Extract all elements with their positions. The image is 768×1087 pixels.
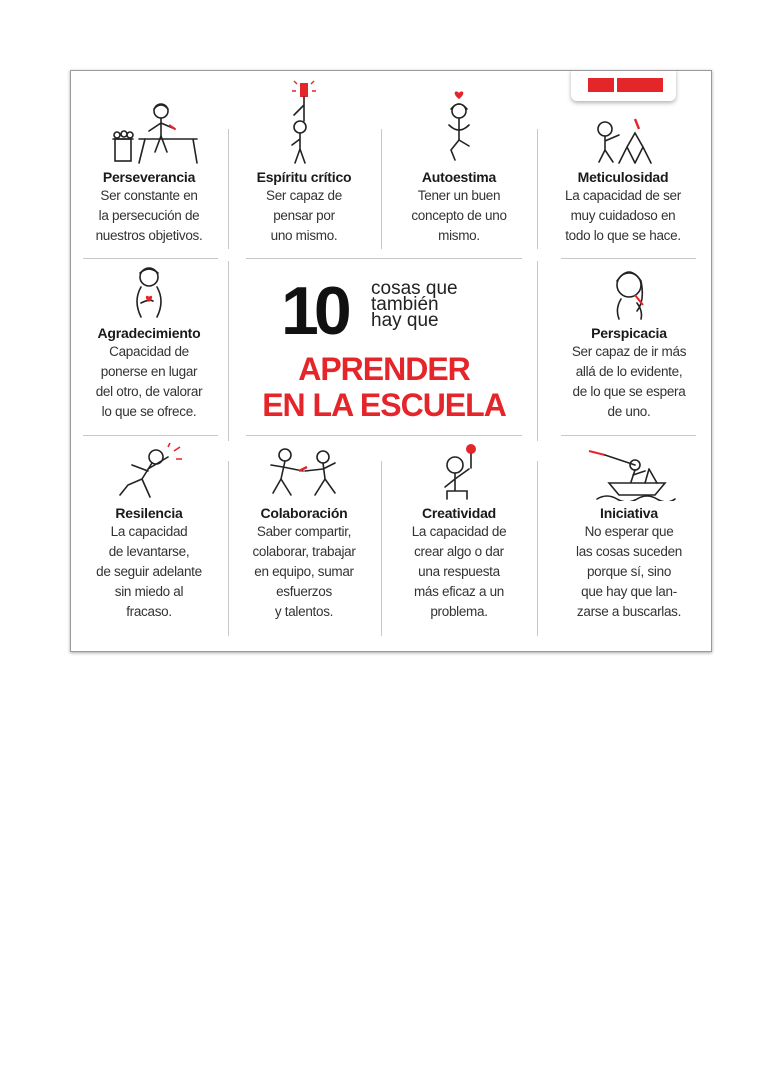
- item-title: Resilencia: [115, 505, 183, 521]
- description-line: La capacidad de ser: [565, 188, 681, 203]
- description-line: la persecución de: [98, 208, 200, 223]
- item-creatividad: [389, 443, 529, 622]
- description-line: Tener un buen: [417, 188, 501, 203]
- corner-tab: [571, 70, 676, 101]
- divider: [228, 461, 229, 636]
- item-description: [234, 186, 374, 246]
- description-line: todo lo que se hace.: [565, 228, 681, 243]
- description-line: del otro, de valorar: [95, 384, 203, 399]
- infographic-card: [70, 70, 712, 652]
- item-title: Iniciativa: [600, 505, 658, 521]
- description-line: Capacidad de: [109, 344, 189, 359]
- description-line: en equipo, sumar: [254, 564, 354, 579]
- item-title: Meticulosidad: [577, 169, 669, 185]
- item-title: Perspicacia: [591, 325, 667, 341]
- divider: [228, 129, 229, 249]
- person-hand-on-heart-icon: [109, 263, 189, 321]
- divider: [381, 129, 382, 249]
- item-title: Colaboración: [260, 505, 348, 521]
- divider: [246, 435, 522, 436]
- item-title: Autoestima: [421, 169, 497, 185]
- item-description: [79, 522, 219, 622]
- heading-line: también: [371, 294, 439, 315]
- heading-red-line2: EN LA ESCUELA: [262, 387, 506, 423]
- description-line: mismo.: [438, 228, 480, 243]
- divider: [83, 258, 218, 259]
- person-raising-sign-icon: [264, 77, 344, 165]
- description-line: más eficaz a un: [413, 584, 505, 599]
- item-autoestima: [389, 87, 529, 246]
- item-agradecimiento: [79, 263, 219, 422]
- description-line: que hay que lan-: [581, 584, 677, 599]
- description-line: y talentos.: [274, 604, 334, 619]
- person-thinking-icon: [589, 263, 669, 321]
- item-description: [559, 342, 699, 422]
- divider: [537, 129, 538, 249]
- description-line: de levantarse,: [108, 544, 190, 559]
- divider: [537, 261, 538, 441]
- description-line: Ser capaz de: [266, 188, 342, 203]
- description-line: una respuesta: [418, 564, 500, 579]
- description-line: uno mismo.: [270, 228, 338, 243]
- item-title: Espíritu crítico: [256, 169, 352, 185]
- item-title: Perseverancia: [102, 169, 196, 185]
- divider: [561, 258, 696, 259]
- person-with-lightbulb-icon: [419, 443, 499, 501]
- divider: [381, 461, 382, 636]
- description-line: Ser capaz de ir más: [571, 344, 687, 359]
- person-getting-up-icon: [104, 443, 194, 501]
- heading-small-lines: [371, 278, 458, 331]
- item-meticulosidad: [553, 115, 693, 246]
- item-description: [234, 522, 374, 622]
- item-title: Creatividad: [421, 505, 497, 521]
- description-line: colaborar, trabajar: [252, 544, 356, 559]
- item-description: [389, 186, 529, 246]
- description-line: pensar por: [273, 208, 335, 223]
- description-line: nuestros objetivos.: [95, 228, 203, 243]
- item-description: [79, 186, 219, 246]
- tab-bar-left: [588, 78, 614, 92]
- item-title: Agradecimiento: [97, 325, 201, 341]
- description-line: muy cuidadoso en: [570, 208, 676, 223]
- item-description: [553, 186, 693, 246]
- description-line: ponerse en lugar: [100, 364, 198, 379]
- description-line: esfuerzos: [276, 584, 332, 599]
- divider: [561, 435, 696, 436]
- heading-red-line1: APRENDER: [298, 351, 470, 387]
- heading-number: 10: [281, 273, 347, 349]
- description-line: de seguir adelante: [96, 564, 202, 579]
- description-line: No esperar que: [584, 524, 674, 539]
- item-perseverancia: [79, 99, 219, 246]
- person-in-boat-icon: [579, 443, 679, 501]
- heading-line: cosas que: [371, 278, 458, 299]
- divider: [83, 435, 218, 436]
- description-line: fracaso.: [126, 604, 172, 619]
- description-line: zarse a buscarlas.: [576, 604, 682, 619]
- description-line: crear algo o dar: [414, 544, 504, 559]
- person-working-at-desk-icon: [99, 99, 199, 165]
- item-description: [559, 522, 699, 622]
- item-espiritu-critico: [234, 77, 374, 246]
- description-line: lo que se ofrece.: [101, 404, 197, 419]
- description-line: La capacidad: [110, 524, 188, 539]
- description-line: problema.: [430, 604, 488, 619]
- description-line: La capacidad de: [411, 524, 507, 539]
- person-building-card-house-icon: [583, 115, 663, 165]
- center-heading: [246, 273, 522, 433]
- description-line: Saber compartir,: [256, 524, 352, 539]
- divider: [537, 461, 538, 636]
- description-line: Ser constante en: [100, 188, 198, 203]
- divider: [246, 258, 522, 259]
- description-line: concepto de uno: [411, 208, 507, 223]
- item-resilencia: [79, 443, 219, 622]
- item-description: [389, 522, 529, 622]
- divider: [228, 261, 229, 441]
- description-line: porque sí, sino: [586, 564, 672, 579]
- two-people-together-icon: [259, 443, 349, 501]
- person-hugging-self-icon: [419, 87, 499, 165]
- item-colaboracion: [234, 443, 374, 622]
- description-line: sin miedo al: [114, 584, 184, 599]
- description-line: allá de lo evidente,: [575, 364, 683, 379]
- item-iniciativa: [559, 443, 699, 622]
- description-line: de lo que se espera: [572, 384, 686, 399]
- tab-bar-right: [617, 78, 663, 92]
- description-line: las cosas suceden: [576, 544, 682, 559]
- heading-line: hay que: [371, 310, 439, 331]
- description-line: de uno.: [607, 404, 651, 419]
- item-description: [79, 342, 219, 422]
- item-perspicacia: [559, 263, 699, 422]
